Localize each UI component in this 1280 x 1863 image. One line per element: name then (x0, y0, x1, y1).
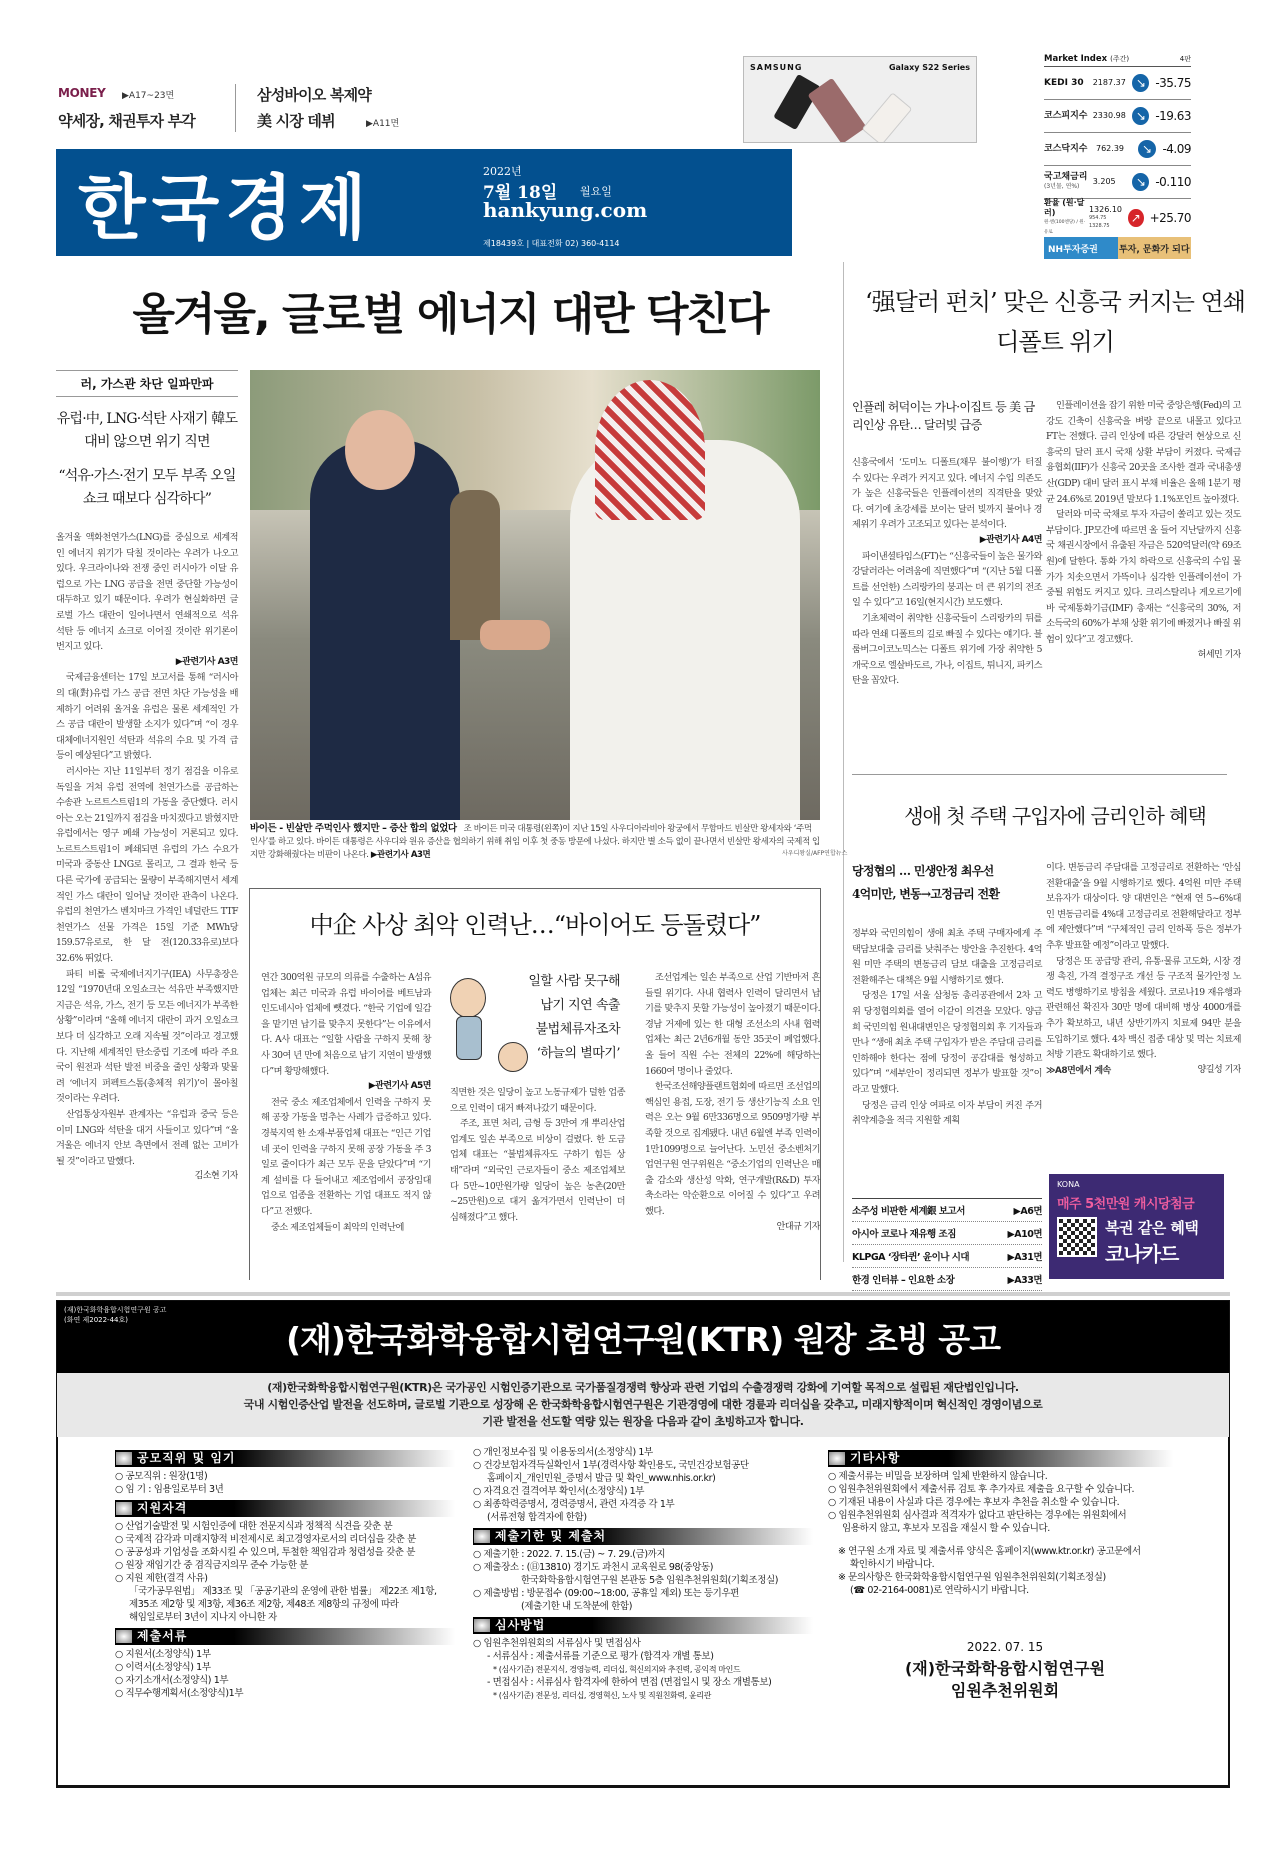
market-name: 환율 (원·달러) 원·엔(100엔당) / 원·유로 (1044, 198, 1086, 235)
sme-column-1 (261, 970, 431, 1235)
paragraph: 전국 중소 제조업체에서 인력을 구하지 못해 공장 가동을 멈추는 사례가 급증하고 있다. 경북지역 한 소재·부품업체 대표는 “인근 기업 네 곳이 인력을 구하지 못해 공장 가동을 주 3일로 줄이다가 최근 모두 문을 닫았다”며 “기계 설비를 다 들어내고 제조업에서 공장임대업으로 업종을 전환하는 기업 대표도 적지 않다”고 전했다. (261, 1096, 431, 1217)
ktr-ad-column-1: 공모직위 및 임기 ○ 공모직위 : 원장(1명) ○ 임 기 : 임용일로부터 3년 지원자격 ○ 산업기술발전 및 시험인증에 대한 전문지식과 정책적 식견을 갖춘 분 ○ 국제적 감각과 미래지향적 비전제시로 최고경영자로서의 리더십을 갖춘 분 ○ 공공성과 기업성을 조화시킬 수 있으며, 투철한 책임감과 청렴성을 갖춘 분 ○ 원장 재임기간 중 겸직금지의무 준수 가능한 분 ○ 지원 제한(결격 사유) 「국가공무원법」 제33조 및 「공공기관의 운영에 관한 법률」 제22조 제1항, 제35조 제2항 및 제3항, 제36조 제2항, 제48조 제8항의 규정에 따라 해임일로부터 3년이 지나지 아니한 자 제출서류 ○ 지원서(소정양식) 1부 ○ 이력서(소정양식) 1부 ○ 자기소개서(소정양식) 1부 ○ 직무수행계획서(소정양식)1부 (115, 1446, 455, 1700)
market-change: -0.110 (1155, 175, 1191, 189)
biden-mbs-photo[interactable] (250, 370, 820, 820)
related-link[interactable]: ▶관련기사 A3면 (175, 656, 238, 667)
related-link[interactable]: ▶관련기사 A4면 (979, 534, 1042, 545)
date-day: 7월 18일 (483, 183, 558, 203)
market-index-header (1044, 54, 1191, 67)
sme-column-3 (645, 970, 820, 1235)
continue-link[interactable]: ≫A8면에서 계속 (1046, 1065, 1111, 1076)
market-index-period: (주간) (1110, 55, 1130, 63)
market-row-kedi (1044, 67, 1191, 100)
market-row-kospi (1044, 100, 1191, 133)
paragraph: 조선업계는 일손 부족으로 산업 기반마저 흔들릴 위기다. 사내 협력사 인력이 달리면서 납기를 맞추지 못할 가능성이 높아졌기 때문이다. 경남 거제에 있는 한 대형 조선소의 사내 협력업체는 최근 2년6개월 동안 35곳이 폐업했다. 올 들어 직원 수는 전체의 22%에 해당하는 1660여 명이나 줄었다. (645, 972, 820, 1077)
main-headline[interactable]: 올겨울, 글로벌 에너지 대란 닥친다 (132, 289, 768, 340)
caption-related-link[interactable]: ▶관련기사 A3면 (370, 850, 431, 860)
kona-line3: 코나카드 (1105, 1242, 1179, 1266)
section-divider (852, 774, 1227, 775)
sme-headline[interactable]: 中企 사상 최악 인력난…“바이어도 등돌렸다” (309, 911, 761, 939)
market-value: 762.39 (1096, 144, 1124, 153)
teaser-bio-title-line2[interactable]: 美 시장 데뷔 (257, 112, 335, 130)
teaser-money-label[interactable]: MONEY (58, 86, 106, 100)
lead-body (56, 530, 238, 1185)
teaser-money-page: ▶A17~23면 (122, 91, 175, 101)
square-bullet-icon (473, 1618, 491, 1633)
site-url[interactable]: hankyung.com (483, 198, 648, 222)
cartoon-caption: 일할 사람 못구해 납기 지연 속출 불법체류자조차 ‘하늘의 별따기’ (528, 974, 620, 1061)
ktr-ad-notice-number: (재)한국화학융합시험연구원 공고 (화연 제2022-44호) (64, 1306, 167, 1324)
market-row-fx (1044, 199, 1191, 237)
kona-line1: 매주 5천만원 캐시당첨금 (1057, 1197, 1195, 1212)
default-column-1 (852, 455, 1042, 689)
ktr-ad-column-3: 기타사항 ○ 제출서류는 비밀을 보장하며 일체 반환하지 않습니다. ○ 임원추천위원회에서 제출서류 검토 후 추가자료 제출을 요구할 수 있습니다. ○ 기재된 내용이 사실과 다른 경우에는 후보자 추천을 취소할 수 있습니다. ○ 임원추천위원회 심사결과 적격자가 없다고 판단하는 경우에는 위원회에서 임용하지 않고, 후보자 모집을 재실시 할 수 있습니다. ※ 연구원 소개 자료 및 제출서류 양식은 홈페이지(www.ktr.or.kr) 공고문에서 확인하시기 바랍니다. ※ 문의사항은 한국화학융합시험연구원 임원추천위원회(기획조정실) (☎ 02-2164-0081)로 연락하시기 바랍니다. (828, 1446, 1173, 1597)
paragraph: 당정은 17일 서울 삼청동 총리공관에서 2차 고위 당정협의회를 열어 이같이 의견을 모았다. 양금희 국민의힘 원내대변인은 당정협의회 후 기자들과 만나 “생애 최초 주택 구입자가 받은 주담대 금리를 인하해야 한다는 점에 당정이 공감대를 형성하고 있다”며 “세부안이 정리되면 정부가 발표할 것”이라고 말했다. (852, 990, 1042, 1095)
section-header: 제출서류 (115, 1628, 455, 1645)
market-name: KEDI 30 (1044, 78, 1084, 88)
kona-line2: 복권 같은 혜택 (1105, 1219, 1199, 1237)
square-bullet-icon (115, 1501, 133, 1516)
paragraph: 연간 300억원 규모의 의류를 수출하는 A섬유업체는 최근 미국과 유럽 바이어를 베트남과 인도네시아 업체에 뺏겼다. “한국 기업에 일감을 맡기면 납기를 맞추지 못한다”는 이유에서다. A사 대표는 “일할 사람을 구하지 못해 창사 30여 년 만에 처음으로 납기 지연이 발생했다”며 황망해했다. (261, 972, 432, 1077)
market-change: -35.75 (1155, 76, 1191, 90)
teaser-money-title[interactable]: 약세장, 채권투자 부각 (58, 112, 195, 130)
column-divider (843, 262, 844, 1262)
nh-logo: NH투자증권 (1044, 237, 1118, 259)
paragraph: 달러와 미국 국채로 투자 자금이 쏠리고 있는 것도 부담이다. JP모간에 따르면 올 들어 지난달까지 신흥국 채권시장에서 유출된 자금은 520억달러(약 69조원)에 달한다. 통화 가치 하락으로 신흥국의 수입 물가가 치솟으면서 가뜩이나 심각한 인플레이션이 가중될 위험도 커지고 있다. 크리스탈리나 게오르기에바 국제통화기금(IMF) 총재는 “신흥국의 30%, 저소득국의 60%가 부채 상환 위기에 빠졌거나 빠질 위험이 있다”고 경고했다. (1046, 509, 1241, 645)
square-bullet-icon (115, 1629, 133, 1644)
ktr-ad-intro: (재)한국화학융합시험연구원(KTR)은 국가공인 시험인증기관으로 국가품질경쟁력 향상과 관련 기업의 수출경쟁력 강화에 기여할 목적으로 설립된 재단법인입니다. 국내 시험인증산업 발전을 선도하며, 글로벌 기관으로 성장해 온 한국화학융합시험연구원은 기관경영에 대한 경륜과 리더십을 갖추고, 미래지향적이며 혁신적인 경영이념으로 기관 발전을 선도할 역량 있는 원장을 다음과 같이 초빙하고자 합니다. (57, 1373, 1229, 1437)
market-name: 코스피지수 (1044, 111, 1088, 121)
kona-brand: KONA (1057, 1180, 1080, 1189)
market-value: 3.205 (1092, 177, 1116, 186)
nh-slogan: 투자, 문화가 되다 (1118, 237, 1192, 259)
edition: 4판 (1179, 55, 1191, 63)
square-bullet-icon (828, 1451, 846, 1466)
paragraph: 이다. 변동금리 주담대를 고정금리로 전환하는 ‘안심전환대출’을 9월 시행하기로 했다. 4억원 미만 주택 보유자가 대상이다. 양 대변인은 “현재 연 5~6%대인 변동금리를 4%대 고정금리로 전환해달라고 정부에 제안했다”며 “구체적인 금리 인하폭 등은 정부가 추후 발표할 예정”이라고 말했다. (1046, 862, 1241, 951)
ktr-ad-column-2: ○ 개인정보수집 및 이용동의서(소정양식) 1부 ○ 건강보험자격득실확인서 1부(경력사항 확인용도, 국민건강보험공단 홈페이지_개인민원_증명서 발급 및 확인_www.nhis.or.kr) ○ 자격요건 결격여부 확인서(소정양식) 1부 ○ 최종학력증명서, 경력증명서, 관련 자격증 각 1부 (서류전형 합격자에 한함) 제출기한 및 제출처 ○ 제출기한 : 2022. 7. 15.(금) ~ 7. 29.(금)까지 ○ 제출장소 : (㊐13810) 경기도 과천시 교육원로 98(중앙동) 한국화학융합시험연구원 본관동 5층 임원추천위원회(기획조정실) ○ 제출방법 : 방문접수 (09:00~18:00, 공휴일 제외) 또는 등기우편 (제출기한 내 도착분에 한함) 심사방법 ○ 임원추천위원회의 서류심사 및 면접심사 - 서류심사 : 제출서류를 기준으로 평가 (합격자 개별 통보) * (심사기준) 전문지식, 경영능력, 리더십, 혁신의지와 추진력, 공익적 마인드 - 면접심사 : 서류심사 합격자에 한하여 면접 (면접일시 및 장소 개별통보) * (심사기준) 전문성, 리더십, 경영혁신, 노사 및 직원친화력, 윤리관 (473, 1446, 813, 1702)
housing-column-1 (852, 926, 1042, 1129)
section-header: 심사방법 (473, 1617, 813, 1634)
arrow-down-icon: ↘ (1132, 107, 1149, 125)
paragraph: 국제금융센터는 17일 보고서를 통해 “러시아의 대(對)유럽 가스 공급 전면 차단 가능성을 배제하기 어려워 올겨울 유럽은 물론 세계적인 가스 공급 대란이 발생할 소지가 있다”며 “이 경우 대체에너지원인 석탄과 석유의 수요 및 가격 급등이 예상된다”고 밝혔다. (56, 672, 238, 762)
cartoon-crying-icon (498, 1042, 528, 1072)
nh-sponsor-banner[interactable] (1044, 237, 1191, 259)
teaser-divider (235, 84, 236, 132)
arrow-down-icon: ↘ (1132, 173, 1149, 191)
issue-number: 제18439호 | 대표전화 02) 360-4114 (483, 239, 620, 248)
market-name: 국고채금리 (3년물, 연%) (1044, 172, 1088, 190)
byline: 김소현 기자 (194, 1171, 238, 1182)
ad-separator (56, 1292, 1230, 1296)
fist-bump-icon (480, 620, 550, 650)
paragraph: 산업통상자원부 관계자는 “유럽과 중국 등은 이미 LNG와 석탄을 대거 사들이고 있다”며 “올겨울은 에너지 안보 측면에서 전례 없는 고비가 될 것”이라고 말했다. (56, 1108, 238, 1167)
market-name: 코스닥지수 (1044, 144, 1088, 154)
paragraph: 한국조선해양플랜트협회에 따르면 조선업의 핵심인 용접, 도장, 전기 등 생산기능직 소요 인력은 오는 9월 6만336명으로 9509명가량 부족할 것으로 집계됐다. 내년 6월엔 부족 인력이 1만1099명으로 늘어난다. 노민선 중소벤처기업연구원 연구위원은 “중소기업의 인력난은 매출 감소와 생산성 악화, 연구개발(R&D) 투자 축소라는 악순환으로 이어질 수 있다”고 우려했다. (645, 1081, 820, 1217)
ktr-ad-date: 2022. 07. 15 (966, 1640, 1044, 1654)
phone-image-icon (862, 92, 913, 143)
paragraph: 직면한 것은 일당이 높고 노동규제가 덜한 업종으로 인력이 대거 빠져나갔기 때문이다. (450, 1087, 625, 1114)
market-change: -19.63 (1155, 109, 1191, 123)
inside-index (852, 1198, 1042, 1291)
lead-kicker: 러, 가스관 차단 일파만파 (56, 370, 238, 397)
market-value: 2187.37 (1092, 78, 1126, 87)
housing-headline[interactable]: 생애 첫 주택 구입자에 금리인하 혜택 (904, 804, 1206, 828)
default-subheadline: 인플레 허덕이는 가나·이집트 등 美 금리인상 유탄… 달러빚 급증 (852, 400, 1035, 432)
section-header: 공모직위 및 임기 (115, 1450, 455, 1467)
teaser-bio-page: ▶A11면 (366, 119, 400, 129)
index-item[interactable]: 아시아 코로나 재유행 조짐 ▶A10면 (852, 1222, 1042, 1245)
caption-text: 조 바이든 미국 대통령(왼쪽)이 지난 15일 사우디아라비아 왕궁에서 무함마드 빈살만 왕세자와 ‘주먹 인사’를 하고 있다. 바이든 대통령은 사우디와 원유 증산을 협의하기 위해 취임 이후 첫 중동 방문에 나섰다. 하지만 별 소득 없이 끝나면서 빈살만 왕세자의 국제적 입지만 강화해줬다는 비판이 나온다. (250, 824, 820, 860)
default-column-2 (1046, 398, 1241, 663)
samsung-brand: SAMSUNG (750, 63, 803, 72)
square-bullet-icon (115, 1451, 133, 1466)
samsung-product: Galaxy S22 Series (888, 63, 970, 72)
caption-title: 바이든 - 빈살만 주먹인사 했지만 – 증산 합의 없었다 (250, 823, 457, 834)
section-header: 지원자격 (115, 1500, 455, 1517)
paragraph: 파이낸셜타임스(FT)는 “신흥국들이 높은 물가와 강달러라는 어려움에 직면했다”며 “(지난 5월 디폴트를 선언한) 스리랑카의 붕괴는 더 큰 위기의 전조일 수 있다”고 16일(현지시간) 보도했다. (852, 550, 1042, 609)
ktr-ad-organization: (재)한국화학융합시험연구원 임원추천위원회 (904, 1659, 1106, 1700)
paragraph: 기초체력이 취약한 신흥국들이 스리랑카의 뒤를 따라 연쇄 디폴트의 길로 빠질 수 있다는 얘기다. 블룸버그이코노믹스는 디폴트 위기에 가장 취약한 5개국으로 엘살바도르, 가나, 이집트, 튀니지, 파키스탄을 꼽았다. (852, 612, 1042, 687)
photo-caption (250, 822, 820, 862)
paragraph: 러시아는 지난 11일부터 정기 점검을 이유로 독일을 거쳐 유럽 전역에 천연가스를 공급하는 수송관 노르트스트림1의 가동을 중단했다. 러시아는 오는 21일까지 점검을 마치겠다고 밝혔지만 유럽에서는 영구 폐쇄 가능성이 거론되고 있다. 노르트스트림1이 폐쇄되면 유럽의 가스 수요가 미국과 중동산 LNG로 몰리고, 그 결과 한국 등 다른 국가에 공급되는 물량이 부족해지면서 세계적인 가스 대란이 일어날 것이란 관측이 나온다. 유럽의 천연가스 벤치마크 가격인 네덜란드 TTF 천연가스 선물 가격은 15일 기준 MWh당 159.57유로로, 한 달 전(120.33유로)보다 32.6% 뛰었다. (56, 765, 238, 965)
kona-card-ad[interactable] (1049, 1174, 1224, 1279)
section-header: 제출기한 및 제출처 (473, 1528, 813, 1545)
market-row-kosdaq (1044, 133, 1191, 166)
default-headline[interactable]: ‘强달러 펀치’ 맞은 신흥국 커지는 연쇄 디폴트 위기 (865, 288, 1245, 356)
byline: 허세민 기자 (1197, 649, 1241, 660)
paragraph: 주조, 표면 처리, 금형 등 3만여 개 뿌리산업 업계도 일손 부족으로 비상이 걸렸다. 한 도금업체 대표는 “불법체류자도 구하기 힘든 상태”라며 “외국인 근로자들이 중소 제조업체보다 5만~10만원가량 일당이 높은 농촌(20만~25만원)으로 대거 옮겨가면서 인력난이 더 심해졌다”고 했다. (450, 1118, 625, 1223)
housing-column-2 (1046, 860, 1241, 1079)
housing-subheadline: 당정협의 … 민생안정 최우선 4억미만, 변동→고정금리 전환 (852, 864, 1000, 901)
paragraph: 올겨울 액화천연가스(LNG)를 중심으로 세계적인 에너지 위기가 닥칠 것이라는 우려가 나오고 있다. 우크라이나와 전쟁 중인 러시아가 이달 유럽으로 가는 LNG 공급을 전면 중단할 가능성이 대두하고 있기 때문이다. 우려가 현실화하면 글로벌 가스 대란이 일어나면서 연쇄적으로 석유 석탄 등 에너지 쇼크로 이어질 것이란 위기론이 번지고 있다. (56, 532, 238, 653)
lead-subheadline-1: 유럽·中, LNG·석탄 사재기 韓도 대비 않으면 위기 직면 (56, 411, 238, 450)
paragraph: 당정은 또 공급망 관리, 유통·물류 고도화, 시장 경쟁 촉진, 가격 결정구조 개선 등 구조적 물가안정 노력도 병행하기로 방침을 세웠다. 코로나19 재유행과 관련해선 확진자 30만 명에 대비해 병상 4000개를 추가 확보하고, 내년 상반기까지 치료제 94만 분을 도입하기로 했다. 4차 백신 접종 대상 및 먹는 치료제 처방 기관도 확대하기로 했다. (1046, 955, 1241, 1061)
person-left-icon (310, 440, 460, 820)
teaser-bio-title-line1[interactable]: 삼성바이오 복제약 (257, 86, 371, 104)
market-index (1044, 54, 1191, 259)
cartoon-figure-icon (450, 978, 486, 1018)
paragraph: 중소 제조업체들이 최악의 인력난에 (271, 1221, 404, 1233)
byline: 양길성 기자 (1197, 1064, 1241, 1075)
market-value: 1326.10 954.75 1328.75 (1088, 205, 1123, 229)
newspaper-logo[interactable]: 한국경제 (78, 167, 373, 249)
paragraph: 인플레이션을 잡기 위한 미국 중앙은행(Fed)의 고강도 긴축이 신흥국을 벼랑 끝으로 내몰고 있다고 FT는 전했다. 금리 인상에 따른 강달러 현상으로 신흥국의 달러 표시 국채 상환 부담이 커졌다. 국제금융협회(IIF)가 신흥국 20곳을 조사한 결과 국내총생산(GDP) 대비 달러 표시 부채 비율은 올해 1분기 평균 24.6%로 2019년 말보다 1.1%포인트 높아졌다. (1046, 400, 1241, 505)
date-year: 2022년 (483, 165, 522, 178)
index-item[interactable]: 한경 인터뷰 – 인요한 소장 ▶A33면 (852, 1268, 1042, 1291)
arrow-down-icon: ↘ (1132, 74, 1149, 92)
date-weekday: 월요일 (580, 185, 612, 198)
arrow-down-icon: ↘ (1138, 140, 1156, 158)
head-left-icon (345, 410, 415, 490)
phone-image-icon (808, 78, 867, 143)
related-link[interactable]: ▶관련기사 A5면 (368, 1081, 431, 1092)
paragraph: 당정은 금리 인상 여파로 이자 부담이 커진 주거 취약계층을 적극 지원할 계획 (852, 1099, 1042, 1127)
keffiyeh-icon (595, 380, 705, 520)
section-header: 기타사항 (828, 1450, 1173, 1467)
paragraph: 정부와 국민의힘이 생애 최초 주택 구매자에게 주택담보대출 금리를 낮춰주는 방안을 추진한다. 4억원 미만 주택의 변동금리 담보 대출을 고정금리로 전환해주는 대책은 9월 시행하기로 했다. (852, 928, 1042, 986)
sme-cartoon (440, 970, 620, 1080)
index-item[interactable]: KLPGA ‘장타퀸’ 윤이나 시대 ▶A31면 (852, 1245, 1042, 1268)
paragraph: 신흥국에서 ‘도미노 디폴트(채무 불이행)’가 터질 수 있다는 우려가 커지고 있다. 에너지 수입 의존도가 높은 신흥국들은 인플레이션의 직격탄을 맞았다. 여기에 초강세를 보이는 달러 빚까지 불어나 경제위기 우려가 고조되고 있다는 분석이다. (852, 457, 1042, 531)
lead-subheadline-2: “석유·가스·전기 모두 부족 오일쇼크 때보다 심각하다” (58, 468, 236, 507)
paragraph: 파티 비롤 국제에너지기구(IEA) 사무총장은 12일 “1970년대 오일쇼크는 석유만 부족했지만 지금은 석유, 가스, 전기 등 모든 에너지가 부족한 상황”이라며 “올해 에너지 대란이 과거 오일쇼크보다 더 심각하고 오래 지속될 것”이라고 경고했다. 지난해 세계적인 탄소중립 기조에 따라 주요국이 원전과 석탄 발전 비중을 줄인 상황과 맞물려 ‘에너지 퍼펙트스톰(총체적 위기)’이 몰아칠 것이라는 우려다. (56, 968, 238, 1105)
square-bullet-icon (473, 1529, 491, 1544)
qr-code-icon (1057, 1217, 1097, 1257)
guard-icon (450, 490, 500, 640)
arrow-up-icon: ↗ (1128, 209, 1144, 227)
sme-column-2 (450, 1085, 625, 1225)
market-change: -4.09 (1162, 142, 1191, 156)
byline: 안대규 기자 (776, 1221, 820, 1232)
market-value: 2330.98 (1092, 111, 1126, 120)
samsung-ad[interactable] (743, 56, 977, 143)
cartoon-body-icon (456, 1016, 482, 1060)
market-change: +25.70 (1149, 211, 1191, 225)
photo-credit: 사우디왕실/AFP연합뉴스 (782, 850, 848, 857)
ktr-ad-title[interactable]: (재)한국화학융합시험연구원(KTR) 원장 초빙 공고 (285, 1320, 1001, 1359)
market-index-title: Market Index (1044, 54, 1108, 64)
market-row-bond (1044, 166, 1191, 199)
index-item[interactable]: 소주성 비판한 세계銀 보고서 ▶A6면 (852, 1198, 1042, 1222)
